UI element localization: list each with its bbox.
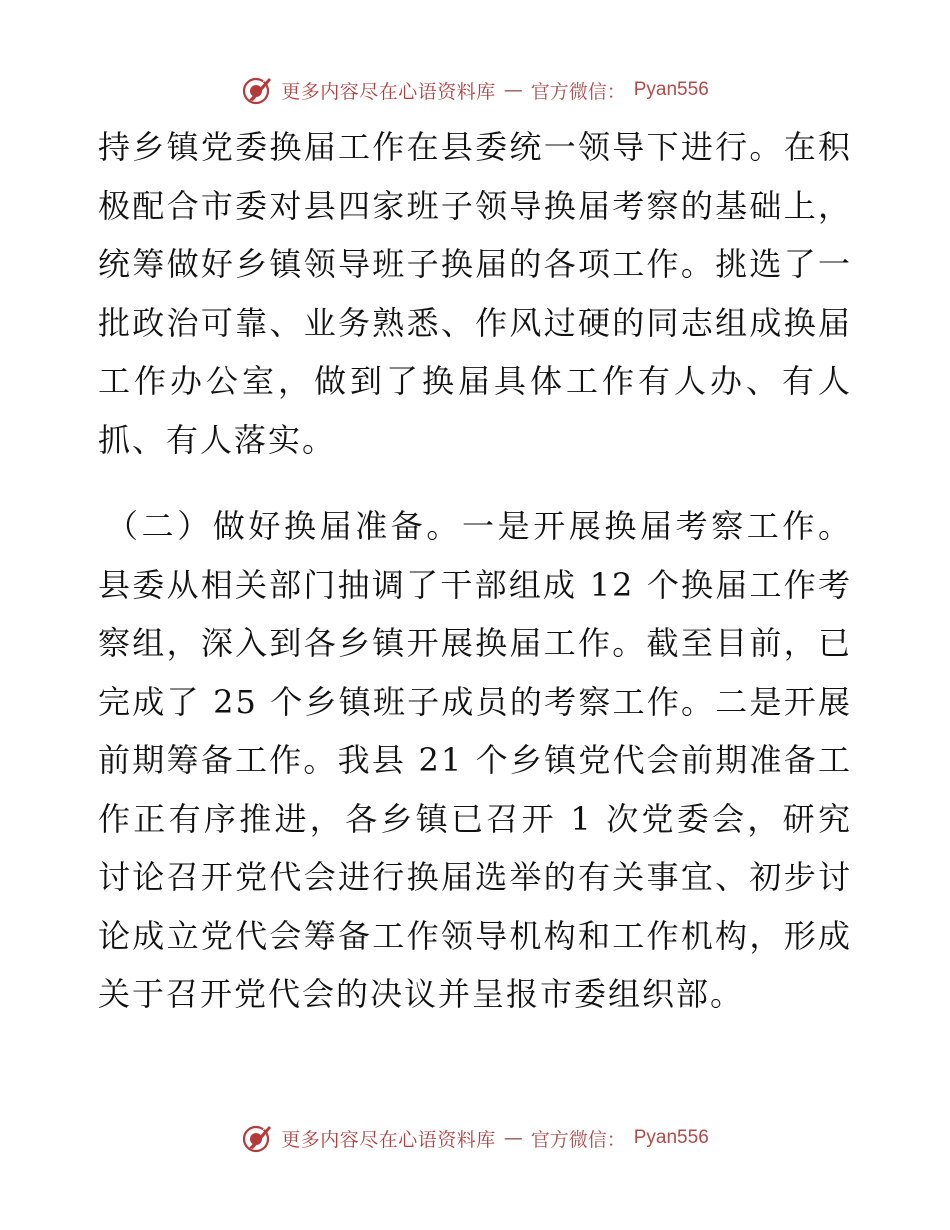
paragraph-1: 持乡镇党委换届工作在县委统一领导下进行。在积极配合市委对县四家班子领导换届考察的基础上，统筹做好乡镇领导班子换届的各项工作。挑选了一批政治可靠、业务熟悉、作风过硬的同志组成换届工作办公室，做到了换届具体工作有人办、有人抓、有人落实。 xyxy=(98,128,852,459)
header-banner-separator: — xyxy=(503,79,523,101)
paragraph-2: （二）做好换届准备。一是开展换届考察工作。县委从相关部门抽调了干部组成 12 个换届工作考察组，深入到各乡镇开展换届工作。截至目前，已完成了 25 个乡镇班子成员的考察工作。二是开展前期筹备工作。我县 21 个乡镇党代会前期准备工作正有序推进，各乡镇已召开 1 次党委会，研究讨论召开党代会进行换届选举的有关事宜、初步讨论成立党代会筹备工作领导机构和工作机构，形成关于召开党代会的决议并呈报市委组织部。 xyxy=(98,507,852,1013)
footer-banner-subtitle: 官方微信： xyxy=(530,1128,626,1151)
header-banner-title: 更多内容尽在心语资料库 xyxy=(281,80,496,103)
header-banner xyxy=(0,74,950,106)
quill-seal-icon xyxy=(241,1122,273,1154)
quill-seal-icon xyxy=(241,74,273,106)
footer-banner-title: 更多内容尽在心语资料库 xyxy=(281,1128,496,1151)
footer-banner xyxy=(0,1122,950,1154)
footer-banner-wechat-id: Pyan556 xyxy=(633,1127,709,1148)
header-banner-subtitle: 官方微信： xyxy=(530,80,626,103)
footer-banner-separator: — xyxy=(503,1127,523,1149)
document-body xyxy=(98,118,852,1024)
header-banner-wechat-id: Pyan556 xyxy=(633,79,709,100)
